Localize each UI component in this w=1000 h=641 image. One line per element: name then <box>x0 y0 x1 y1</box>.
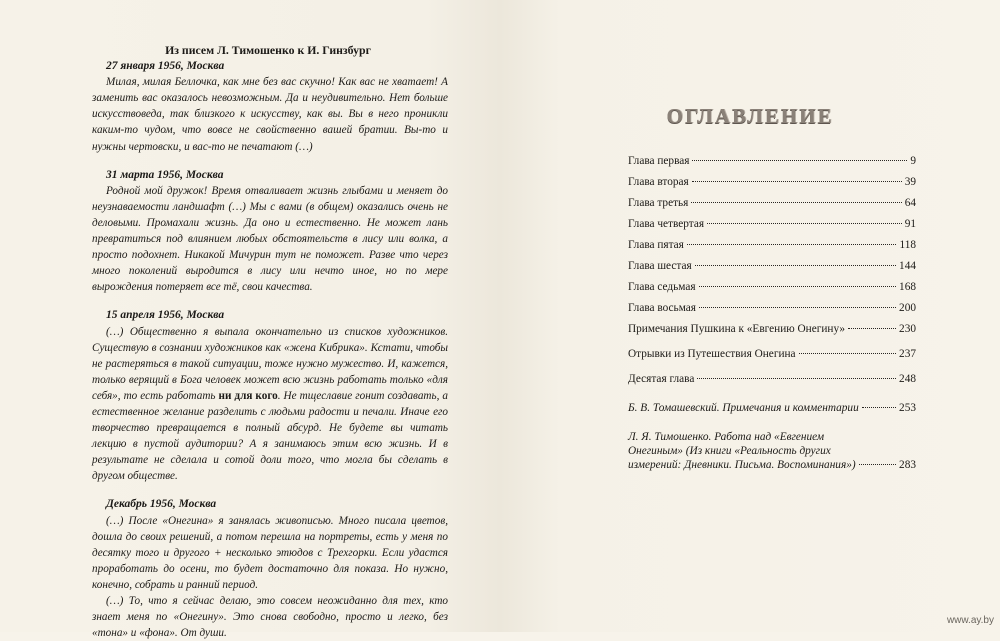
toc-page: 118 <box>899 239 916 251</box>
toc-leader <box>699 286 896 287</box>
letter-body <box>92 324 448 485</box>
letter-body <box>92 183 448 296</box>
toc-label: Глава третья <box>628 197 689 209</box>
toc-label: Глава четвертая <box>628 218 705 230</box>
letter-paragraph <box>92 324 448 485</box>
toc-title: ОГЛАВЛЕНИЕ <box>666 104 834 128</box>
letter-date: 15 апреля 1956, Москва <box>106 309 225 322</box>
toc-page: 248 <box>899 373 916 385</box>
letter-paragraph: (…) То, что я сейчас делаю, это совсем неожиданно для тех, кто знает меня по «Онегину». Это снова свободно, просто и легко, без «тона» и «фона». От души. <box>92 595 448 640</box>
letter-paragraph: (…) После «Онегина» я занялась живописью. Много писала цветов, дошла до своих решений, а потом перешла на портреты, есть у меня по десятку того и другого + несколько этюдов с Трехгорки. Если удастся проработать до осени, то будет достаточно для показа. Но нужно, конечно, собрать и ранний период. <box>92 514 448 591</box>
toc-label-line: Л. Я. Тимошенко. Работа над «Евгением <box>628 431 825 443</box>
toc-page: 91 <box>904 218 916 230</box>
letter-emphasis: ни для кого <box>218 389 278 402</box>
toc-row[interactable] <box>628 217 916 238</box>
letter-body <box>92 74 448 154</box>
toc-page: 253 <box>899 402 916 414</box>
toc-page: 283 <box>899 459 916 471</box>
toc-label: Глава первая <box>628 155 690 167</box>
letter-paragraph: Милая, милая Беллочка, как мне без вас скучно! Как вас не хватает! А заменить вас оказалось невозможным. Да и неудивительно. Нет больше искусствоведа, так близкого к искусству, как вы. Вы в него проникли каким-то чудом, что вовсе не свойственно вашей братии. Вы-то и нужны чертовски, и вас-то не печатают (…) <box>92 76 448 153</box>
toc-row[interactable] <box>628 401 916 426</box>
letter-entry <box>92 167 448 296</box>
toc-row[interactable] <box>628 196 916 217</box>
toc-leader <box>692 160 907 161</box>
toc-row[interactable] <box>628 301 916 322</box>
letter-paragraph: Родной мой дружок! Время отваливает жизнь глыбами и меняет до неузнаваемости ландшафт (…) Мы с вами (в общем) оказались очень не деловыми. Промахали жизнь. Да оно и естественно. Не может лань превратиться под влиянием любых обстоятельств в лису или волка, а просто подохнет. Никакой Мичурин тут не поможет. Разве что через много поколений выродится в лису или нечто иное, но по мере вырождения потеряет все тё, свои качества. <box>92 184 448 294</box>
toc-leader <box>697 378 896 379</box>
toc-page: 168 <box>899 281 916 293</box>
letter-text: . Не тщеславие гонит создавать, а естественное желание разделить с людьми радости и печали. Иначе его творчество превращается в полный абсурд. Не будете вы читать лекцию в пустой аудитории? А я занимаюсь этим всю жизнь. И в результате не сделала и сотой доли того, что могла бы сделать в другом обществе. <box>92 389 448 483</box>
toc-label: Глава пятая <box>628 239 684 251</box>
toc-row[interactable] <box>628 175 916 196</box>
toc-label-line: измерений: Дневники. Письма. Воспоминания») <box>628 459 856 471</box>
toc-page: 230 <box>899 323 916 335</box>
toc-leader <box>695 265 896 266</box>
toc-label: Глава вторая <box>628 176 689 188</box>
toc-last-line <box>628 458 916 472</box>
toc-row[interactable] <box>628 372 916 397</box>
table-of-contents <box>628 154 916 472</box>
toc-label: Глава шестая <box>628 260 692 272</box>
letter-body <box>92 513 448 641</box>
toc-label: Глава седьмая <box>628 281 696 293</box>
toc-leader <box>692 181 902 182</box>
toc-leader <box>707 223 902 224</box>
letter-text: (…) Общественно я выпала окончательно из списков художников. Существую в сознании художников как «жена Кибрика». Кстати, чтобы не растеряться в такой ситуации, тоже нужно мужество. И, кажется, только верящий в Бога человек может всю жизнь работать только «для себя», то есть работать <box>92 325 448 402</box>
toc-label: Глава восьмая <box>628 302 696 314</box>
toc-page: 39 <box>904 176 916 188</box>
toc-label: Десятая глава <box>628 373 695 385</box>
toc-page: 9 <box>910 155 916 167</box>
toc-row[interactable] <box>628 238 916 259</box>
toc-label: Б. В. Томашевский. Примечания и комментарии <box>628 402 859 414</box>
toc-leader <box>799 353 896 354</box>
toc-row[interactable] <box>628 154 916 175</box>
watermark: www.ay.by <box>946 615 994 626</box>
toc-row[interactable] <box>628 322 916 347</box>
toc-leader <box>848 328 896 329</box>
toc-row[interactable] <box>628 347 916 372</box>
letter-date: 27 января 1956, Москва <box>106 60 225 73</box>
toc-label-line: Онегиным» (Из книги «Реальность других <box>628 445 831 457</box>
toc-page: 200 <box>899 302 916 314</box>
toc-page: 144 <box>899 260 916 272</box>
letter-date: Декабрь 1956, Москва <box>106 498 217 511</box>
toc-row-multiline[interactable] <box>628 430 916 472</box>
toc-row[interactable] <box>628 280 916 301</box>
toc-leader <box>859 464 896 465</box>
letter-entry <box>92 58 448 155</box>
letters-heading: Из писем Л. Тимошенко к И. Гинзбург <box>165 43 371 57</box>
toc-leader <box>687 244 897 245</box>
toc-leader <box>691 202 901 203</box>
toc-page: 64 <box>904 197 916 209</box>
toc-row[interactable] <box>628 259 916 280</box>
toc-leader <box>862 407 896 408</box>
letters-section <box>92 42 448 641</box>
toc-label: Примечания Пушкина к «Евгению Онегину» <box>628 323 846 335</box>
letter-date: 31 марта 1956, Москва <box>106 168 224 181</box>
toc-label: Отрывки из Путешествия Онегина <box>628 348 796 360</box>
toc-page: 237 <box>899 348 916 360</box>
letter-entry <box>92 307 448 484</box>
letter-entry <box>92 496 448 641</box>
toc-leader <box>699 307 896 308</box>
